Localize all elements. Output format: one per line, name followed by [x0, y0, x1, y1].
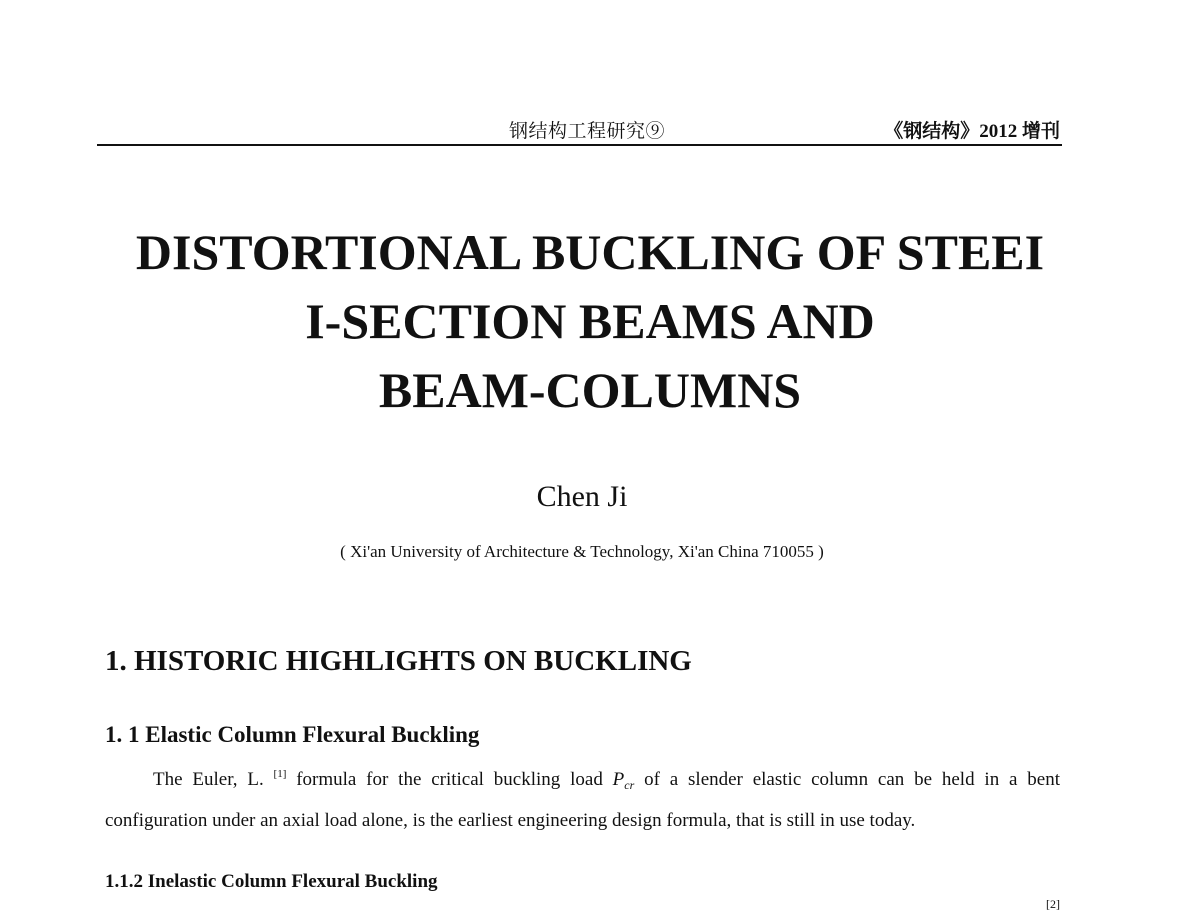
para-text-1: The Euler, L.	[153, 769, 264, 790]
journal-issue-label: 《钢结构》2012 增刊	[884, 121, 1060, 142]
subsection-1-1-2-heading: 1.1.2 Inelastic Column Flexural Buckling	[105, 871, 438, 892]
title-line-1: DISTORTIONAL BUCKLING OF STEEI	[135, 224, 1045, 280]
title-line-2: I-SECTION BEAMS AND	[305, 293, 875, 349]
paper-title	[60, 218, 1120, 425]
author-affiliation: ( Xi'an University of Architecture & Technology, Xi'an China 710055 )	[340, 542, 824, 561]
citation-2: [2]	[1046, 897, 1060, 911]
para-text-3: of a slender elastic column can be held in a bent configuration under an axial load alone, is the earliest engineering design formula, that is still in use today.	[105, 769, 1060, 831]
citation-1: [1]	[273, 768, 287, 780]
symbol-p-subscript: cr	[624, 778, 635, 792]
symbol-p: P	[612, 769, 625, 790]
author-name: Chen Ji	[536, 480, 628, 513]
title-line-3: BEAM-COLUMNS	[378, 362, 802, 418]
para-text-2: formula for the critical buckling load	[286, 769, 613, 790]
journal-series-label: 钢结构工程研究⑨	[509, 121, 666, 142]
subsection-1-1-heading: 1. 1 Elastic Column Flexural Buckling	[105, 722, 480, 747]
body-paragraph	[105, 756, 1060, 839]
running-header	[97, 104, 1062, 146]
section-1-heading: 1. HISTORIC HIGHLIGHTS ON BUCKLING	[105, 645, 692, 677]
